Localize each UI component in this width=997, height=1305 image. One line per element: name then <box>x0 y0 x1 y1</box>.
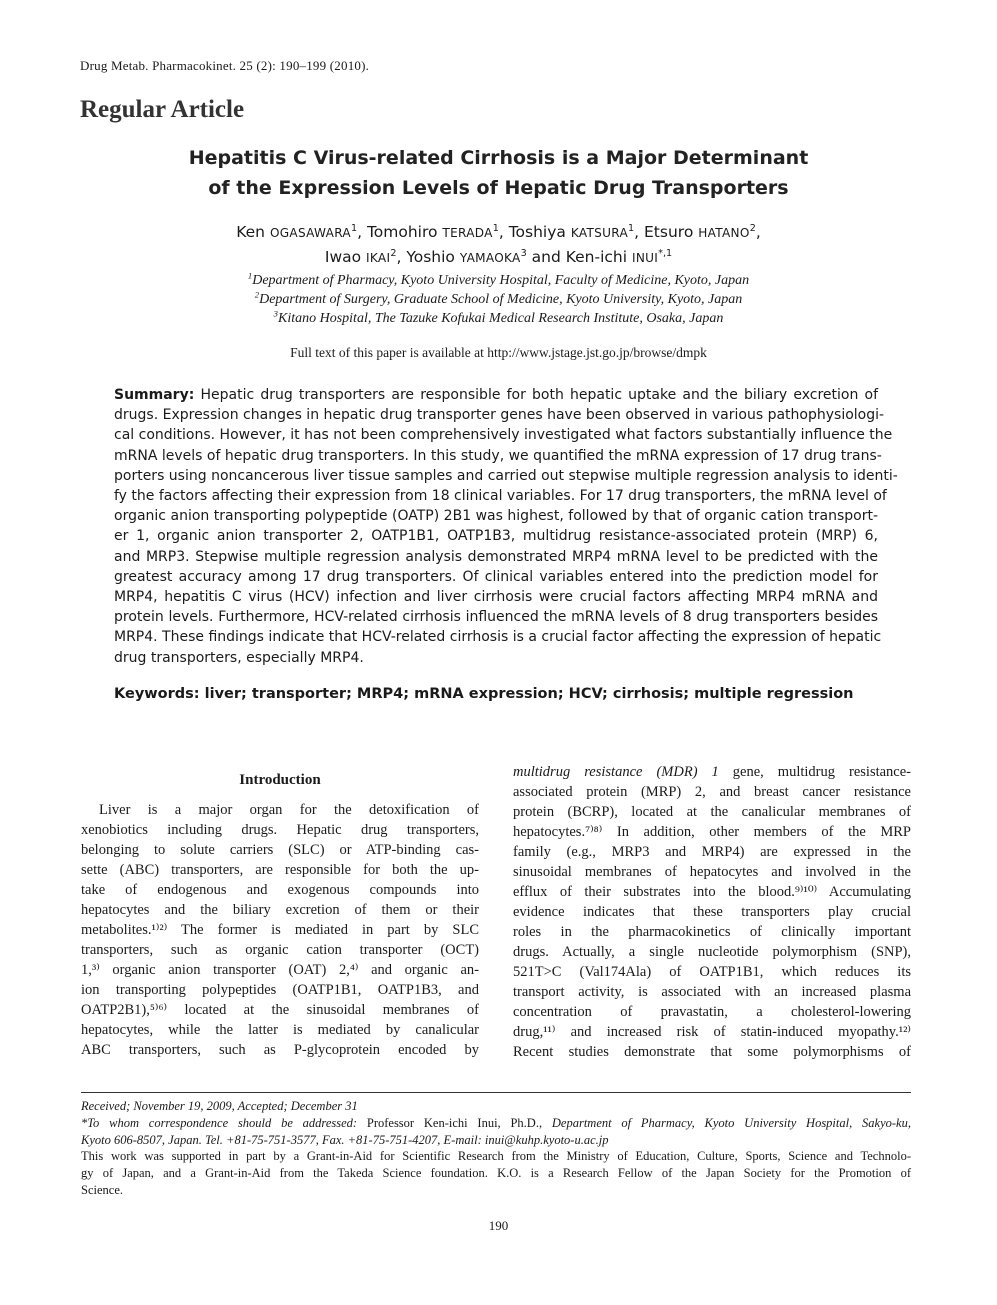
keywords: Keywords: liver; transporter; MRP4; mRNA expression; HCV; cirrhosis; multiple regression <box>114 686 854 702</box>
body-column-right <box>513 762 911 1062</box>
body-line: hepatocytes, while the latter is mediated by canalicular <box>81 1022 479 1038</box>
body-line: take of endogenous and exogenous compounds into <box>81 882 479 898</box>
summary-line: MRP4, hepatitis C virus (HCV) infection and liver cirrhosis were crucial factors affecting MRP4 mRNA and <box>114 589 878 606</box>
affiliation: $^1$Department of Pharmacy, Kyoto University Hospital, Faculty of Medicine, Kyoto, Japan <box>247 270 750 288</box>
author: Ken-ichi $INUI^{*,1}$ <box>565 247 673 266</box>
affiliation: $^2$Department of Surgery, Graduate School of Medicine, Kyoto University, Kyoto, Japan <box>254 289 743 307</box>
body-line: 1,³⁾ organic anion transporter (OAT) 2,⁴⁾ and organic an- <box>81 962 479 978</box>
summary-line: drugs. Expression changes in hepatic drug transporter genes have been observed in various pathophysiologi- <box>114 407 885 424</box>
received-dates: Received; November 19, 2009, Accepted; December 31 <box>81 1099 358 1113</box>
body-line: drug,¹¹⁾ and increased risk of statin-induced myopathy.¹²⁾ <box>513 1024 911 1040</box>
affiliation: $^3$Kitano Hospital, The Tazuke Kofukai Medical Research Institute, Osaka, Japan <box>273 308 724 326</box>
footnotes <box>81 1098 911 1199</box>
article-title <box>120 143 877 203</box>
affiliations <box>120 271 877 328</box>
author: Iwao IKAI$^2$ <box>324 247 397 266</box>
body-line: OATP2B1),⁵⁾⁶⁾ located at the sinusoidal membranes of <box>81 1002 479 1018</box>
journal-citation: Drug Metab. Pharmacokinet. 25 (2): 190–199 (2010). <box>80 58 370 73</box>
summary-abstract <box>114 385 898 668</box>
body-line: Liver is a major organ for the detoxification of <box>99 802 479 818</box>
summary-label: Summary: <box>114 387 195 403</box>
article-type-heading: Regular Article <box>80 96 245 123</box>
body-line: transport activity, is associated with an increased plasma <box>513 984 911 1000</box>
body-line: efflux of their substrates into the blood.⁹⁾¹⁰⁾ Accumulating <box>513 884 911 900</box>
body-line: ABC transporters, such as P-glycoprotein encoded by <box>81 1042 479 1058</box>
body-line: protein (BCRP), located at the canalicular membranes of <box>513 804 911 820</box>
body-line: xenobiotics including drugs. Hepatic drug transporters, <box>81 822 479 838</box>
body-line: associated protein (MRP) 2, and breast cancer resistance <box>513 784 911 800</box>
section-heading-introduction: Introduction <box>239 772 321 788</box>
summary-line: fy the factors affecting their expression from 18 clinical variables. For 17 drug transporters, the mRNA level of <box>114 488 887 505</box>
author-list <box>120 220 877 270</box>
summary-line: protein levels. Furthermore, HCV-related cirrhosis influenced the mRNA levels of 8 drug transporters besides <box>114 609 878 626</box>
author-line-1: Ken OGASAWARA$^1$, Tomohiro TERADA$^1$, Toshiya KATSURA$^1$, Etsuro HATANO$^2$, <box>236 222 761 241</box>
body-line: evidence indicates that these transporters play crucial <box>513 904 911 920</box>
body-line: hepatocytes and the biliary excretion of them or their <box>81 902 479 918</box>
summary-line: er 1, organic anion transporter 2, OATP1B1, OATP1B3, multidrug resistance-associated protein (MRP) 6, <box>114 528 878 545</box>
funding-note-line: gy of Japan, and a Grant-in-Aid from the Takeda Science foundation. K.O. is a Research Fellow of the Japan Society for the Promotion of <box>81 1166 911 1181</box>
body-line: transporters, such as organic cation transporter (OCT) <box>81 942 479 958</box>
correspondence-note: *To whom correspondence should be addressed: Professor Ken-ichi Inui, Ph.D., Department of Pharmacy, Kyoto University Hospital, Sakyo-ku, <box>81 1115 911 1130</box>
title-line-1: Hepatitis C Virus-related Cirrhosis is a Major Determinant <box>188 147 809 169</box>
author: Ken OGASAWARA$^1$ <box>236 222 358 241</box>
funding-note-line: This work was supported in part by a Grant-in-Aid for Scientific Research from the Ministry of Education, Culture, Sports, Science and Technolo- <box>81 1149 911 1164</box>
author: Tomohiro TERADA$^1$ <box>366 222 499 241</box>
title-line-2: of the Expression Levels of Hepatic Drug Transporters <box>208 177 789 199</box>
body-line: multidrug resistance (MDR) 1 gene, multidrug resistance- <box>513 764 911 780</box>
full-text-notice: Full text of this paper is available at http://www.jstage.jst.go.jp/browse/dmpk <box>290 345 707 360</box>
body-line: sette (ABC) transporters, are responsible for both the up- <box>81 862 479 878</box>
body-line: 521T>C (Val174Ala) of OATP1B1, which reduces its <box>513 964 911 980</box>
body-line: sinusoidal membranes of hepatocytes and involved in the <box>513 864 911 880</box>
body-line: drugs. Actually, a single nucleotide polymorphism (SNP), <box>513 944 911 960</box>
body-line: belonging to solute carriers (SLC) or ATP-binding cas- <box>81 842 479 858</box>
summary-line: mRNA levels of hepatic drug transporters. In this study, we quantified the mRNA expression of 17 drug trans- <box>114 447 882 464</box>
footnote-divider <box>81 1092 911 1093</box>
body-column-left <box>81 762 479 1060</box>
summary-line: MRP4. These findings indicate that HCV-related cirrhosis is a crucial factor affecting the expression of hepatic <box>114 629 882 646</box>
author-line-2: Iwao IKAI$^2$, Yoshio YAMAOKA$^3$ and Ken-ichi $INUI^{*,1}$ <box>324 247 673 266</box>
summary-line: and MRP3. Stepwise multiple regression analysis demonstrated MRP4 mRNA level to be predicted with the <box>114 548 878 565</box>
body-line: family (e.g., MRP3 and MRP4) are expressed in the <box>513 844 911 860</box>
body-line: ion transporting polypeptides (OATP1B1, OATP1B3, and <box>81 982 479 998</box>
summary-line: greatest accuracy among 17 drug transporters. Of clinical variables entered into the prediction model for <box>114 568 878 585</box>
body-line: concentration of pravastatin, a cholesterol-lowering <box>513 1004 911 1020</box>
body-line: roles in the pharmacokinetics of clinically important <box>513 924 911 940</box>
summary-line: organic anion transporting polypeptide (OATP) 2B1 was highest, followed by that of organic cation transport- <box>114 508 878 525</box>
page-number: 190 <box>488 1218 509 1233</box>
summary-line: cal conditions. However, it has not been comprehensively investigated what factors substantially influence the <box>114 427 893 444</box>
body-line: metabolites.¹⁾²⁾ The former is mediated in part by SLC <box>81 922 479 938</box>
funding-note-line: Science. <box>81 1182 123 1197</box>
summary-line: Summary: Hepatic drug transporters are responsible for both hepatic uptake and the biliary excretion of <box>114 387 878 403</box>
author: Yoshio YAMAOKA$^3$ <box>406 247 527 266</box>
author: Toshiya KATSURA$^1$ <box>508 222 635 241</box>
body-line: hepatocytes.⁷⁾⁸⁾ In addition, other members of the MRP <box>513 824 911 840</box>
author: Etsuro HATANO$^2$ <box>644 222 756 241</box>
body-line: Recent studies demonstrate that some polymorphisms of <box>513 1044 911 1060</box>
correspondence-contact: Kyoto 606-8507, Japan. Tel. +81-75-751-3577, Fax. +81-75-751-4207, E-mail: inui@kuhp.kyoto-u.ac.jp <box>81 1132 609 1147</box>
summary-line: porters using noncancerous liver tissue samples and carried out stepwise multiple regression analysis to identi- <box>114 467 898 484</box>
summary-line: drug transporters, especially MRP4. <box>114 649 364 666</box>
